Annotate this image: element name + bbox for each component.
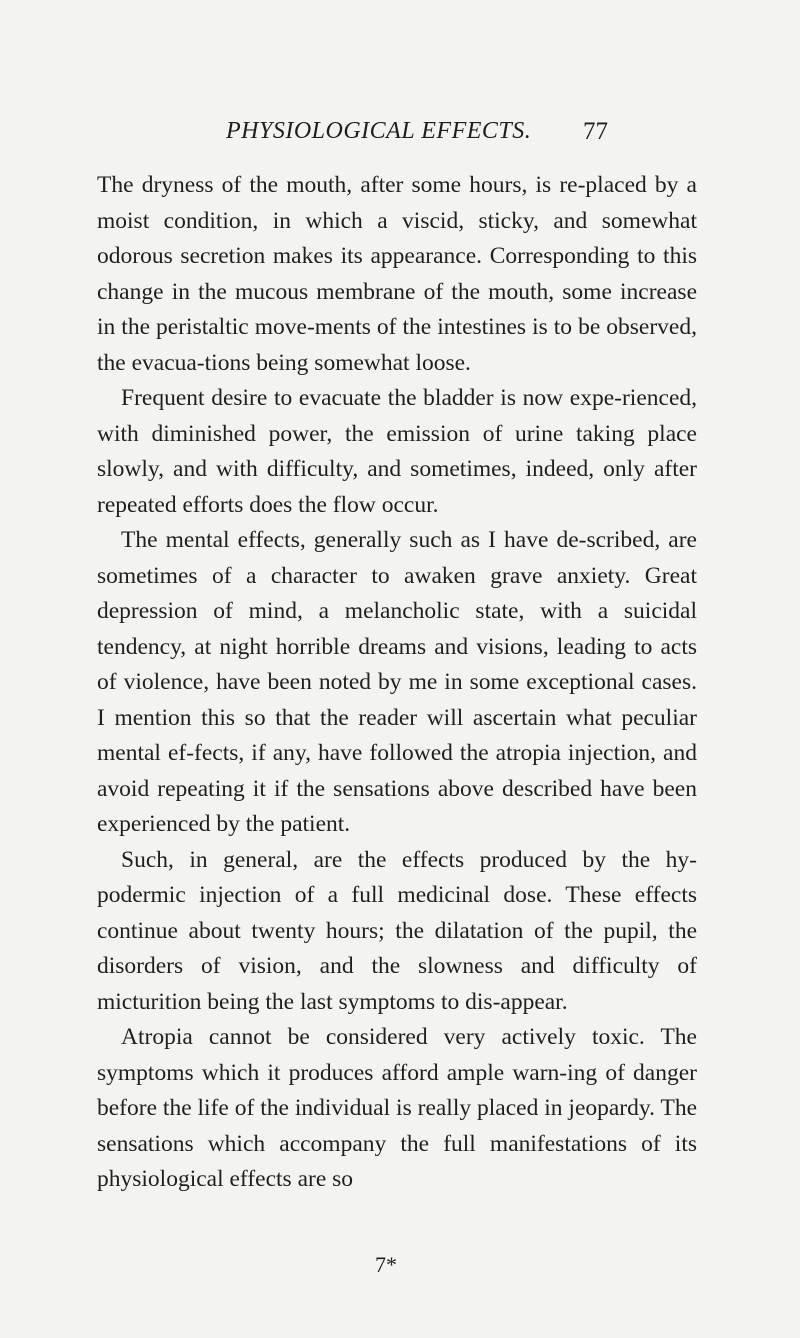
paragraph-4: Such, in general, are the effects produced by the hy-podermic injection of a full medicinal dose. These effects continue about twenty hours; the dilatation of the pupil, the disorders of vision, and the slowness and difficulty of micturition being the last symptoms to dis-appear.: [97, 846, 697, 1015]
page-number: 77: [583, 118, 608, 145]
paragraph-5: Atropia cannot be considered very actively toxic. The symptoms which it produces afford ample warn-ing of danger before the life of the individual is really placed in jeopardy. The sensations which accompany the full manifestations of its physiological effects are so: [97, 1024, 697, 1192]
signature-mark: 7*: [375, 1252, 397, 1277]
paragraph-2: Frequent desire to evacuate the bladder is now expe-rienced, with diminished power, the emission of urine taking place slowly, and with difficulty, and sometimes, indeed, only after repeated efforts does the flow occur.: [97, 385, 697, 518]
page-header: [0, 118, 800, 158]
body-text: [97, 168, 697, 1198]
running-head: PHYSIOLOGICAL EFFECTS.: [226, 118, 532, 144]
paragraph-3: The mental effects, generally such as I have de-scribed, are sometimes of a character to awaken grave anxiety. Great depression of mind, a melancholic state, with a suicidal tendency, at night horrible dreams and visions, leading to acts of violence, have been noted by me in some exceptional cases. I mention this so that the reader will ascertain what peculiar mental ef-fects, if any, have followed the atropia injection, and avoid repeating it if the sensations above described have been experienced by the patient.: [97, 527, 697, 837]
paragraph-1: The dryness of the mouth, after some hours, is re-placed by a moist condition, in which a viscid, sticky, and somewhat odorous secretion makes its appearance. Corresponding to this change in the mucous membrane of the mouth, some increase in the peristaltic move-ments of the intestines is to be observed, the evacua-tions being somewhat loose.: [97, 172, 697, 376]
